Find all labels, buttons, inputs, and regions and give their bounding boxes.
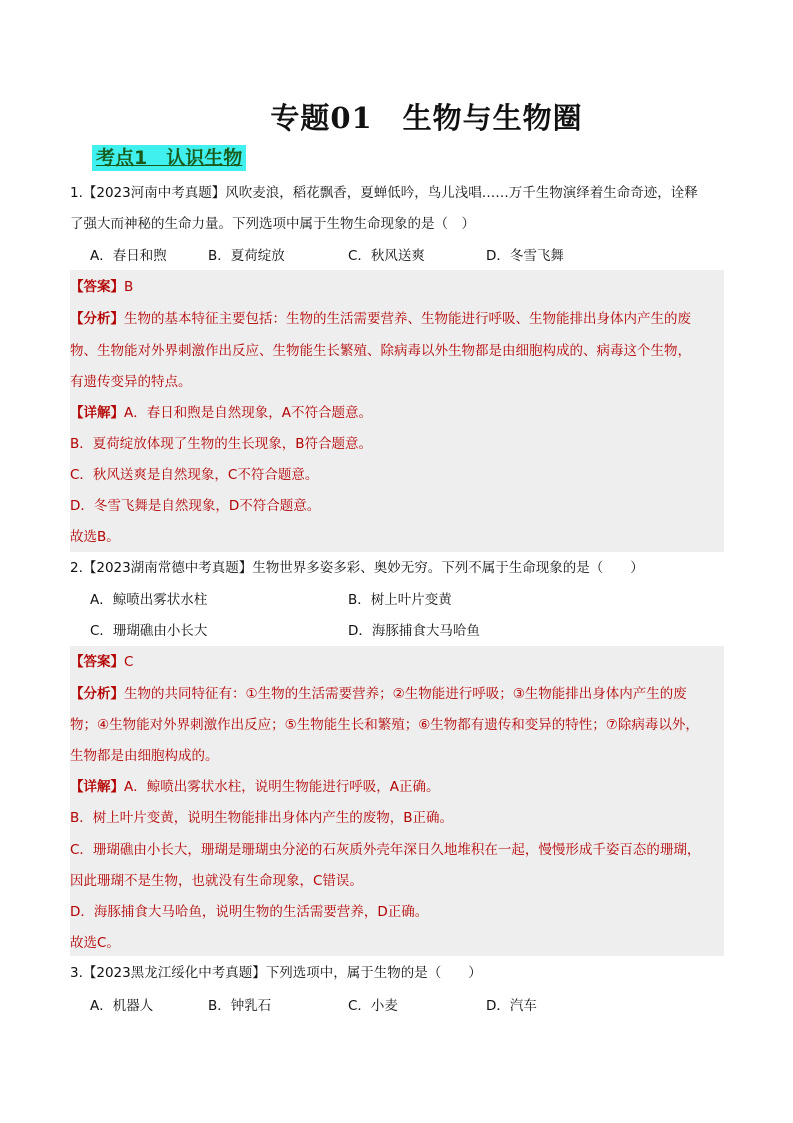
q2-conclusion: 故选C。 bbox=[70, 935, 120, 951]
q2-analysis-line3: 生物都是由细胞构成的。 bbox=[70, 748, 219, 764]
q1-conclusion: 故选B。 bbox=[70, 529, 120, 545]
q1-option-d: D．冬雪飞舞 bbox=[486, 248, 564, 264]
q2-stem-line1: 2.【2023湖南常德中考真题】生物世界多姿多彩、奥妙无穷。下列不属于生命现象的是（ ） bbox=[70, 560, 644, 576]
q1-detail-line2: B．夏荷绽放体现了生物的生长现象，B符合题意。 bbox=[70, 436, 373, 452]
q2-detail-line2: B．树上叶片变黄，说明生物能排出身体内产生的废物，B正确。 bbox=[70, 810, 454, 826]
q2-detail-line5: D．海豚捕食大马哈鱼，说明生物的生活需要营养，D正确。 bbox=[70, 904, 429, 920]
q2-option-a: A．鲸喷出雾状水柱 bbox=[90, 592, 208, 608]
q1-analysis-line2: 物、生物能对外界刺激作出反应、生物能生长繁殖、除病毒以外生物都是由细胞构成的、病毒这个生物， bbox=[70, 343, 691, 359]
q1-answer: 【答案】B bbox=[70, 279, 134, 295]
q2-option-d: D．海豚捕食大马哈鱼 bbox=[348, 623, 480, 639]
q2-detail-line4: 因此珊瑚不是生物，也就没有生命现象，C错误。 bbox=[70, 873, 363, 889]
q3-stem-line1: 3.【2023黑龙江绥化中考真题】下列选项中，属于生物的是（ ） bbox=[70, 965, 482, 981]
q1-analysis-line3: 有遗传变异的特点。 bbox=[70, 374, 192, 390]
q1-stem-line1: 1.【2023河南中考真题】风吹麦浪，稻花飘香，夏蝉低吟，鸟儿浅唱……万千生物演绎着生命奇迹，诠释 bbox=[70, 185, 698, 201]
q1-analysis-line1: 【分析】生物的基本特征主要包括：生物的生活需要营养、生物能进行呼吸、生物能排出身体内产生的废 bbox=[70, 311, 691, 327]
q2-answer: 【答案】C bbox=[70, 654, 134, 670]
topic-heading: 考点1 认识生物 bbox=[92, 145, 246, 171]
q1-option-c: C．秋风送爽 bbox=[348, 248, 425, 264]
q1-option-a: A．春日和煦 bbox=[90, 248, 167, 264]
q1-detail-line1: 【详解】A．春日和煦是自然现象，A不符合题意。 bbox=[70, 405, 372, 421]
q2-analysis-line1: 【分析】生物的共同特征有：①生物的生活需要营养；②生物能进行呼吸；③生物能排出身体内产生的废 bbox=[70, 686, 687, 702]
q3-option-c: C．小麦 bbox=[348, 998, 398, 1014]
page-title: 专题01 生物与生物圈 bbox=[270, 101, 583, 135]
q2-option-b: B．树上叶片变黄 bbox=[348, 592, 452, 608]
q3-option-a: A．机器人 bbox=[90, 998, 154, 1014]
q1-option-b: B．夏荷绽放 bbox=[208, 248, 285, 264]
q2-detail-line3: C．珊瑚礁由小长大，珊瑚是珊瑚虫分泌的石灰质外壳年深日久地堆积在一起，慢慢形成千姿百态的珊瑚， bbox=[70, 842, 701, 858]
q1-detail-line3: C．秋风送爽是自然现象，C不符合题意。 bbox=[70, 467, 319, 483]
q2-detail-line1: 【详解】A．鲸喷出雾状水柱，说明生物能进行呼吸，A正确。 bbox=[70, 779, 440, 795]
q1-stem-line2: 了强大而神秘的生命力量。下列选项中属于生物生命现象的是（ ） bbox=[70, 216, 475, 232]
q3-option-b: B．钟乳石 bbox=[208, 998, 272, 1014]
q3-option-d: D．汽车 bbox=[486, 998, 537, 1014]
q1-detail-line4: D．冬雪飞舞是自然现象，D不符合题意。 bbox=[70, 498, 321, 514]
q2-option-c: C．珊瑚礁由小长大 bbox=[90, 623, 208, 639]
q2-analysis-line2: 物；④生物能对外界刺激作出反应；⑤生物能生长和繁殖；⑥生物都有遗传和变异的特性；⑦除病毒以外， bbox=[70, 717, 699, 733]
